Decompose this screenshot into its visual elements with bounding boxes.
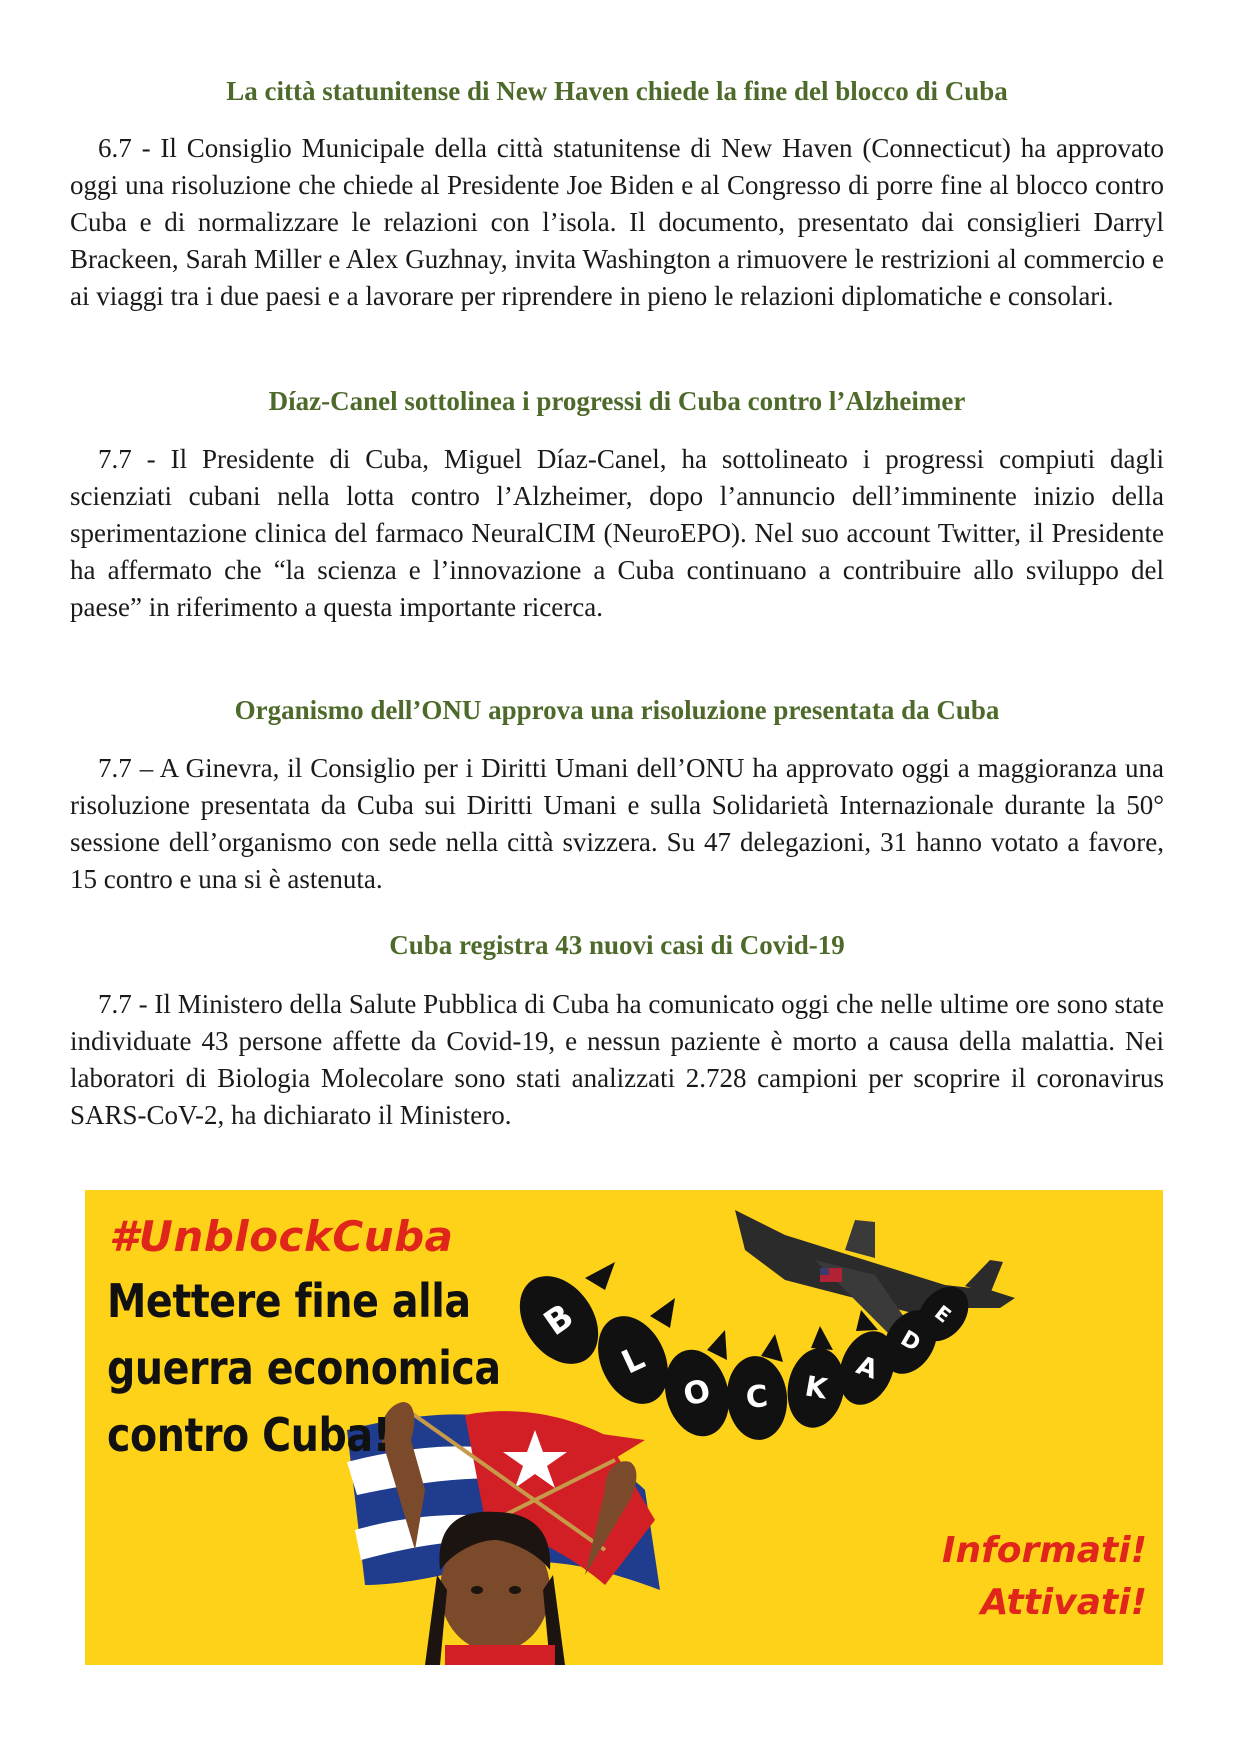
airplane-icon xyxy=(735,1210,1015,1340)
bomb-letter-b: B xyxy=(536,1296,582,1344)
bomb-letter-l: L xyxy=(615,1338,651,1382)
article-4-body: 7.7 - Il Ministero della Salute Pubblica di Cuba ha comunicato oggi che nelle ultime ore sono state individuate 43 persone affette da Covid-19, e nessun paziente è morto a causa della malattia. Nei laboratori di Biologia Molecolare sono stati analizzati 2.728 campioni per scoprire il coronavirus SARS-CoV-2, ha dichiarato il Ministero. xyxy=(70,989,1164,1130)
bomb-letter-a: A xyxy=(852,1350,882,1386)
article-4-title: Cuba registra 43 nuovi casi di Covid-19 xyxy=(389,930,845,960)
bomb-letter-d: D xyxy=(896,1326,925,1357)
call-to-action-informati: Informati! xyxy=(942,1530,1147,1571)
article-1-body: 6.7 - Il Consiglio Municipale della città statunitense di New Haven (Connecticut) ha approvato oggi una risoluzione che chiede al Presidente Joe Biden e al Congresso di porre fine al blocco contro Cuba e di normalizzare le relazioni con l’isola. Il documento, presentato dai consiglieri Darryl Brackeen, Sarah Miller e Alex Guzhnay, invita Washington a rimuovere le restrizioni al commercio e ai viaggi tra i due paesi e a lavorare per riprendere in pieno le relazioni diplomatiche e consolari. xyxy=(70,133,1164,311)
banner-headline-line-3: contro Cuba! xyxy=(107,1408,391,1462)
article-2-body: 7.7 - Il Presidente di Cuba, Miguel Díaz-Canel, ha sottolineato i progressi compiuti dagli scienziati cubani nella lotta contro l’Alzheimer, dopo l’annuncio dell’imminente inizio della sperimentazione clinica del farmaco NeuralCIM (NeuroEPO). Nel suo account Twitter, il Presidente ha affermato che “la scienza e l’innovazione a Cuba continuano a contribuire allo sviluppo del paese” in riferimento a questa importante ricerca. xyxy=(70,444,1164,622)
article-1-title: La città statunitense di New Haven chiede la fine del blocco di Cuba xyxy=(226,76,1008,106)
banner-headline-line-1: Mettere fine alla xyxy=(107,1274,471,1328)
unblock-cuba-banner xyxy=(85,1190,1163,1665)
bomb-letter-c: C xyxy=(744,1379,770,1416)
bomb-letter-e: E xyxy=(930,1300,956,1328)
bomb-letter-o: O xyxy=(679,1372,715,1414)
bomb-letter-k: K xyxy=(802,1369,830,1406)
hashtag: #UnblockCuba xyxy=(109,1212,454,1261)
article-2-title: Díaz-Canel sottolinea i progressi di Cuba contro l’Alzheimer xyxy=(268,386,966,416)
article-3-title: Organismo dell’ONU approva una risoluzione presentata da Cuba xyxy=(234,695,1000,725)
call-to-action-attivati: Attivati! xyxy=(980,1582,1147,1623)
banner-headline-line-2: guerra economica xyxy=(107,1341,501,1395)
article-3-body: 7.7 – A Ginevra, il Consiglio per i Diritti Umani dell’ONU ha approvato oggi a maggioranza una risoluzione presentata da Cuba sui Diritti Umani e sulla Solidarietà Internazionale durante la 50° sessione dell’organismo con sede nella città svizzera. Su 47 delegazioni, 31 hanno votato a favore, 15 contro e una si è astenuta. xyxy=(70,753,1164,894)
